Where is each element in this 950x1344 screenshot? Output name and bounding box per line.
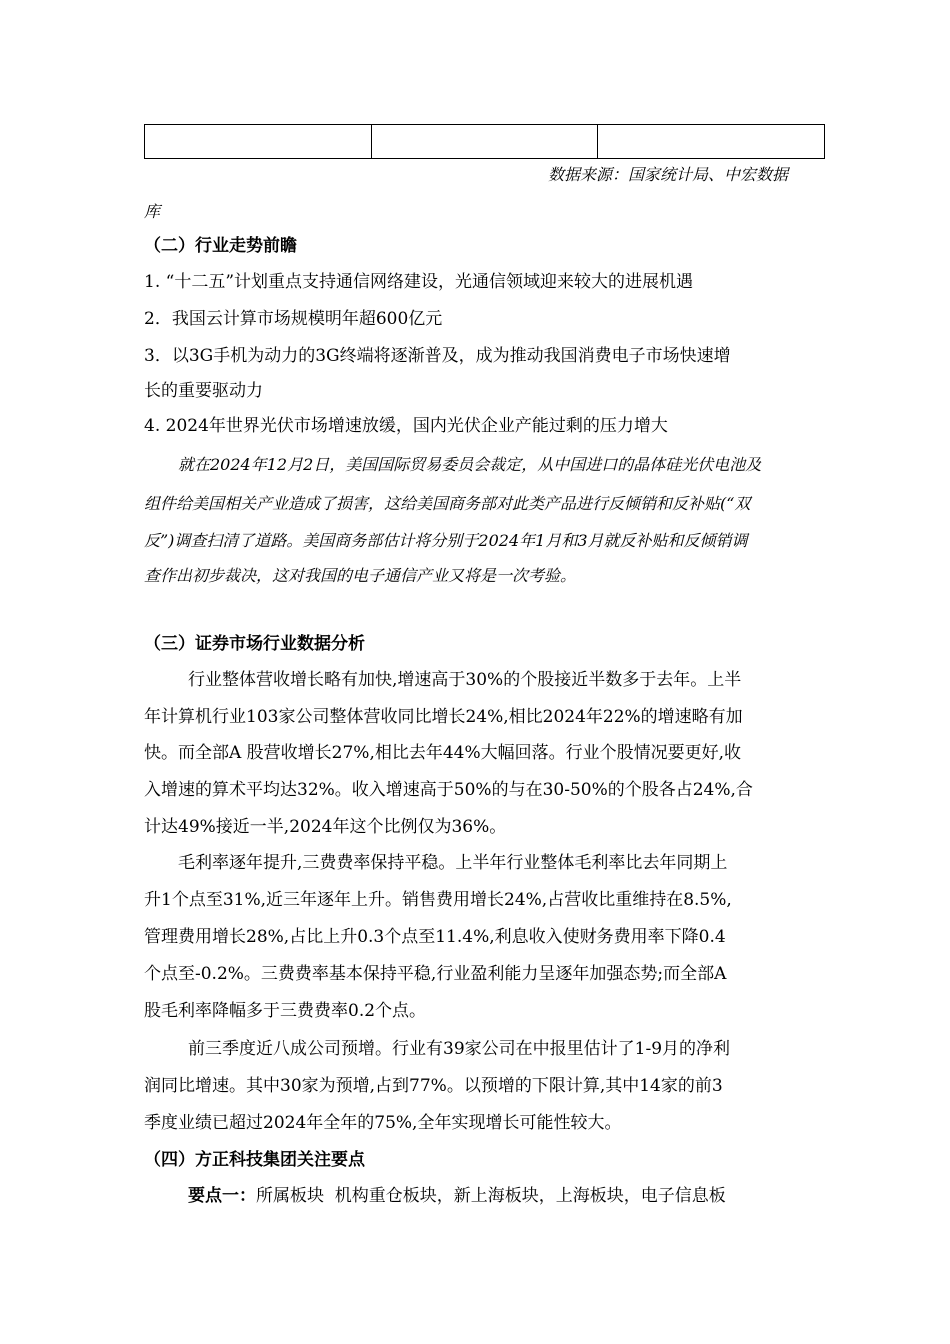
paragraph-line: 年计算机行业103家公司整体营收同比增长24%,相比2024年22%的增速略有加 xyxy=(144,707,743,727)
data-table-last-row xyxy=(144,124,825,159)
list-item: 4. 2024年世界光伏市场增速放缓，国内光伏企业产能过剩的压力增大 xyxy=(144,416,668,436)
paragraph-line: 股毛利率降幅多于三费费率0.2个点。 xyxy=(144,1001,427,1021)
table-cell xyxy=(598,125,825,159)
source-note-cont: 库 xyxy=(144,202,161,221)
list-item: 1. “十二五”计划重点支持通信网络建设，光通信领域迎来较大的进展机遇 xyxy=(144,272,694,292)
focus-point-text: 所属板块 机构重仓板块，新上海板块，上海板块，电子信息板 xyxy=(256,1186,726,1206)
paragraph-line: 润同比增速。其中30家为预增,占到77%。以预增的下限计算,其中14家的前3 xyxy=(144,1076,723,1096)
italic-paragraph: 就在2024年12月2日，美国国际贸易委员会裁定，从中国进口的晶体硅光伏电池及 xyxy=(178,455,762,474)
paragraph-line: 毛利率逐年提升,三费费率保持平稳。上半年行业整体毛利率比去年同期上 xyxy=(178,853,728,873)
section-heading-focus: （四）方正科技集团关注要点 xyxy=(144,1150,365,1170)
list-item: 2．我国云计算市场规模明年超600亿元 xyxy=(144,309,443,329)
paragraph-line: 个点至-0.2%。三费费率基本保持平稳,行业盈利能力呈逐年加强态势;而全部A xyxy=(144,964,727,984)
paragraph-line: 入增速的算术平均达32%。收入增速高于50%的与在30-50%的个股各占24%,合 xyxy=(144,780,753,800)
italic-paragraph: 反”)调查扫清了道路。美国商务部估计将分别于2024年1月和3月就反补贴和反倾销调 xyxy=(144,531,748,550)
paragraph-line: 前三季度近八成公司预增。行业有39家公司在中报里估计了1-9月的净利 xyxy=(188,1039,731,1059)
list-item: 3．以3G手机为动力的3G终端将逐渐普及，成为推动我国消费电子市场快速增 xyxy=(144,346,731,366)
paragraph-line: 行业整体营收增长略有加快,增速高于30%的个股接近半数多于去年。上半 xyxy=(188,670,742,690)
paragraph-line: 管理费用增长28%,占比上升0.3个点至11.4%,利息收入使财务费用率下降0.4 xyxy=(144,927,726,947)
paragraph-line: 计达49%接近一半,2024年这个比例仅为36%。 xyxy=(144,817,507,837)
section-heading-securities: （三）证券市场行业数据分析 xyxy=(144,634,365,654)
italic-paragraph: 组件给美国相关产业造成了损害，这给美国商务部对此类产品进行反倾销和反补贴(“双 xyxy=(144,494,751,513)
list-item: 长的重要驱动力 xyxy=(144,381,263,401)
focus-point xyxy=(188,1186,726,1206)
italic-paragraph: 查作出初步裁决，这对我国的电子通信产业又将是一次考验。 xyxy=(144,566,577,585)
section-heading-trend: （二）行业走势前瞻 xyxy=(144,236,297,256)
paragraph-line: 季度业绩已超过2024年全年的75%,全年实现增长可能性较大。 xyxy=(144,1113,622,1133)
paragraph-line: 快。而全部A 股营收增长27%,相比去年44%大幅回落。行业个股情况要更好,收 xyxy=(144,743,742,763)
source-note: 数据来源：国家统计局、中宏数据 xyxy=(548,165,789,184)
table-cell xyxy=(371,125,598,159)
table-row xyxy=(145,125,825,159)
paragraph-line: 升1个点至31%,近三年逐年上升。销售费用增长24%,占营收比重维持在8.5%, xyxy=(144,890,732,910)
table-cell xyxy=(145,125,372,159)
focus-point-label: 要点一： xyxy=(188,1186,256,1206)
